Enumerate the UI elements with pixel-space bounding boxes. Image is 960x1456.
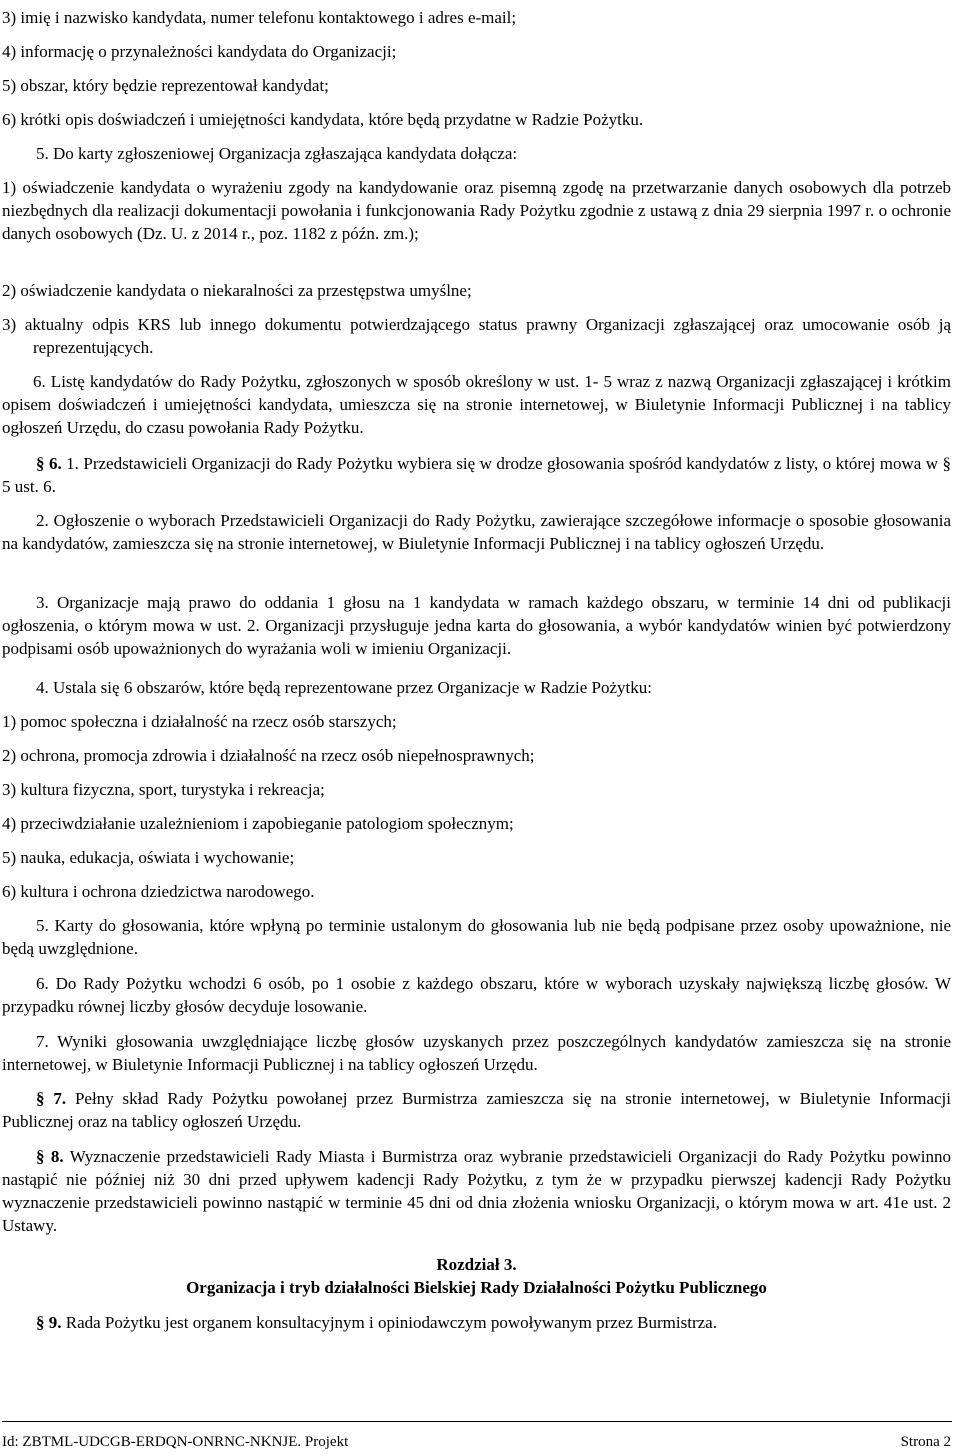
document-id: Id: ZBTML-UDCGB-ERDQN-ONRNC-NKNJE. Projekt xyxy=(2,1434,349,1450)
paragraph: 6. Listę kandydatów do Rady Pożytku, zgłoszonych w sposób określony w ust. 1- 5 wraz z nazwą Organizacji zgłaszającej i krótkim opisem doświadczeń i umiejętności kandydata, umieszcza się na stronie internetowej, w Biuletynie Informacji Publicznej i na tablicy ogłoszeń Urzędu, do czasu powołania Rady Pożytku. xyxy=(2,372,951,437)
paragraph: 5. Karty do głosowania, które wpłyną po terminie ustalonym do głosowania lub nie będą podpisane przez osoby upoważnione, nie będą uwzględnione. xyxy=(2,916,951,958)
paragraph-text: Rada Pożytku jest organem konsultacyjnym i opiniodawczym powoływanym przez Burmistrza. xyxy=(65,1313,717,1332)
paragraph: 6. Do Rady Pożytku wchodzi 6 osób, po 1 osobie z każdego obszaru, które w wyborach uzyskały największą liczbę głosów. W przypadku równej liczby głosów decyduje losowanie. xyxy=(2,974,951,1016)
list-item: 4) przeciwdziałanie uzależnieniom i zapobieganie patologiom społecznym; xyxy=(2,814,514,833)
list-item: 4) informację o przynależności kandydata do Organizacji; xyxy=(2,42,397,61)
list-item: 1) pomoc społeczna i działalność na rzecz osób starszych; xyxy=(2,712,397,731)
paragraph xyxy=(2,1087,951,1133)
paragraph: 7. Wyniki głosowania uwzględniające liczbę głosów uzyskanych przez poszczególnych kandydatów zamieszcza się na stronie internetowej, w Biuletynie Informacji Publicznej i na tablicy ogłoszeń Urzędu. xyxy=(2,1032,951,1074)
list-item: 2) ochrona, promocja zdrowia i działalność na rzecz osób niepełnosprawnych; xyxy=(2,746,535,765)
list-item: 3) imię i nazwisko kandydata, numer telefonu kontaktowego i adres e-mail; xyxy=(2,8,517,27)
page-number: Strona 2 xyxy=(900,1434,951,1450)
chapter-title: Organizacja i tryb działalności Bielskiej Rady Działalności Pożytku Publicznego xyxy=(186,1278,767,1297)
list-item: 6) kultura i ochrona dziedzictwa narodowego. xyxy=(2,882,315,901)
list-item: 6) krótki opis doświadczeń i umiejętności kandydata, które będą przydatne w Radzie Pożytku. xyxy=(2,110,644,129)
list-item: 1) oświadczenie kandydata o wyrażeniu zgody na kandydowanie oraz pisemną zgodę na przetwarzanie danych osobowych dla potrzeb niezbędnych dla realizacji dokumentacji powołania i funkcjonowania Rady Pożytku zgodnie z ustawą z dnia 29 sierpnia 1997 r. o ochronie danych osobowych (Dz. U. z 2014 r., poz. 1182 z późn. zm.); xyxy=(2,178,951,243)
section-number: § 8. xyxy=(36,1147,64,1166)
list-item: 3) aktualny odpis KRS lub innego dokumentu potwierdzającego status prawny Organizacji zgłaszającej oraz umocowanie osób ją reprezentujących. xyxy=(2,315,951,357)
paragraph: 4. Ustala się 6 obszarów, które będą reprezentowane przez Organizacje w Radzie Pożytku: xyxy=(36,678,652,697)
list-item: 5) obszar, który będzie reprezentował kandydat; xyxy=(2,76,329,95)
section-number: § 7. xyxy=(36,1089,67,1108)
paragraph: 3. Organizacje mają prawo do oddania 1 głosu na 1 kandydata w ramach każdego obszaru, w terminie 14 dni od publikacji ogłoszenia, o którym mowa w ust. 2. Organizacji przysługuje jedna karta do głosowania, a wybór kandydatów winien być potwierdzony podpisami osób upoważnionych do wyrażania woli w imieniu Organizacji. xyxy=(2,593,951,658)
paragraph-text: 1. Przedstawicieli Organizacji do Rady Pożytku wybiera się w drodze głosowania spośród kandydatów z listy, o której mowa w § 5 ust. 6. xyxy=(2,454,951,496)
paragraph: 5. Do karty zgłoszeniowej Organizacja zgłaszająca kandydata dołącza: xyxy=(36,144,518,163)
page-footer xyxy=(2,1433,951,1451)
section-number: § 9. xyxy=(36,1313,62,1332)
list-item: 3) kultura fizyczna, sport, turystyka i rekreacja; xyxy=(2,780,325,799)
paragraph xyxy=(36,1311,951,1334)
chapter-label: Rozdział 3. xyxy=(436,1255,517,1274)
list-item: 2) oświadczenie kandydata o niekaralności za przestępstwa umyślne; xyxy=(2,281,472,300)
paragraph xyxy=(2,1145,951,1237)
paragraph xyxy=(2,452,951,498)
footer-divider xyxy=(2,1421,952,1422)
paragraph: 2. Ogłoszenie o wyborach Przedstawicieli Organizacji do Rady Pożytku, zawierające szczegółowe informacje o sposobie głosowania na kandydatów, zamieszcza się na stronie internetowej, w Biuletynie Informacji Publicznej i na tablicy ogłoszeń Urzędu. xyxy=(2,511,951,553)
list-item: 5) nauka, edukacja, oświata i wychowanie; xyxy=(2,848,295,867)
section-number: § 6. xyxy=(36,454,62,473)
paragraph-text: Wyznaczenie przedstawicieli Rady Miasta i Burmistrza oraz wybranie przedstawicieli Organizacji do Rady Pożytku powinno nastąpić nie później niż 30 dni przed upływem kadencji Rady Pożytku, z tym że w przypadku pierwszej kadencji Rady Pożytku wyznaczenie przedstawicieli powinno nastąpić w terminie 45 dni od dnia złożenia wniosku Organizacji, o którym mowa w art. 41e ust. 2 Ustawy. xyxy=(2,1147,951,1235)
paragraph-text: Pełny skład Rady Pożytku powołanej przez Burmistrza zamieszcza się na stronie internetowej, w Biuletynie Informacji Publicznej oraz na tablicy ogłoszeń Urzędu. xyxy=(2,1089,951,1131)
